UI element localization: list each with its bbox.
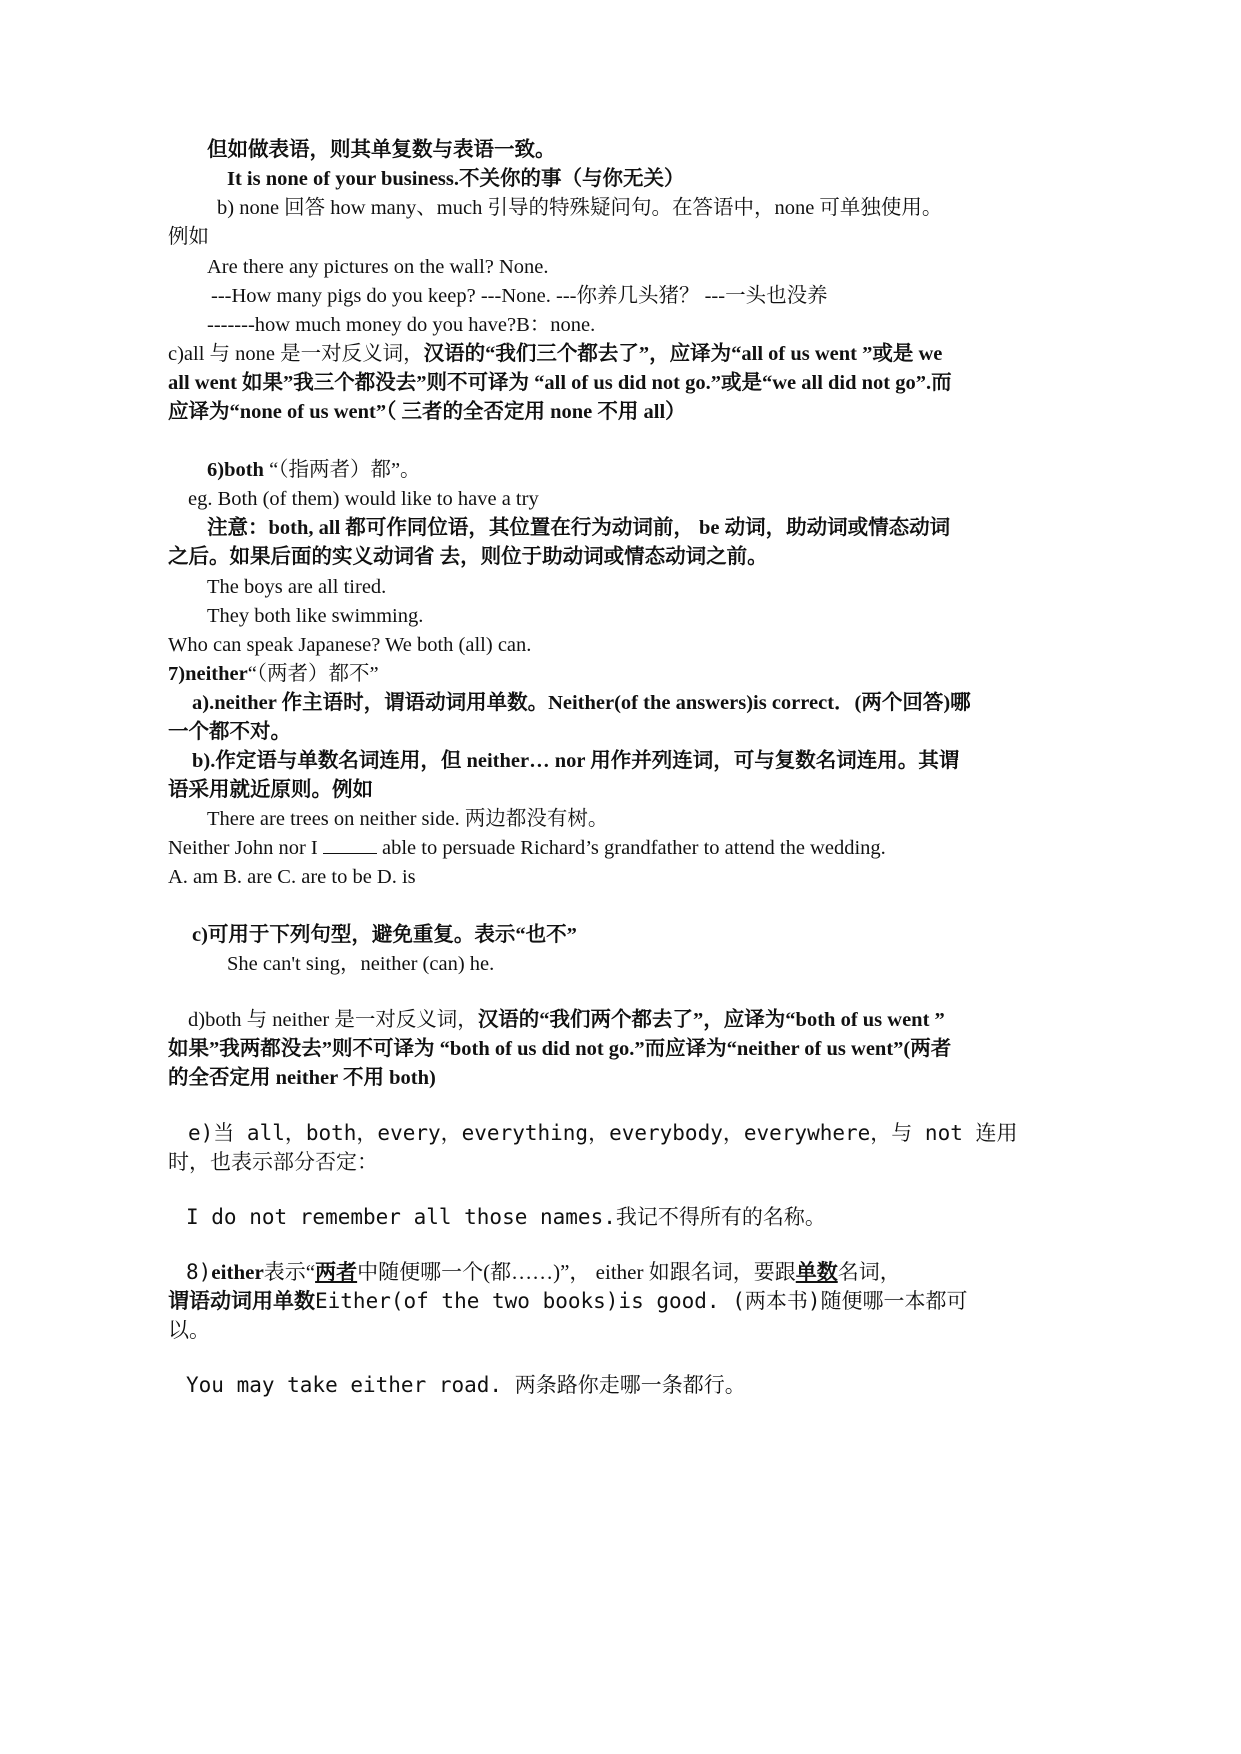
text-line: Are there any pictures on the wall? None. (207, 256, 549, 278)
text-segment: 汉语的“我们三个都去了”，应译为“all of us went ”或是 we (423, 343, 943, 365)
text-line (188, 1006, 945, 1034)
text-line: e)当 all，both，every，everything，everybody，everywhere，与 not 连用 (188, 1121, 1018, 1145)
text-line: There are trees on neither side. 两边都没有树。 (207, 808, 609, 830)
text-segment: 8) (186, 1260, 212, 1284)
text-line: 一个都不对。 (168, 721, 291, 743)
text-segment: able to persuade Richard’s grandfather to attend the wedding. (381, 837, 886, 859)
text-segment: 表示“ (263, 1260, 316, 1284)
text-line: b) none 回答 how many、much 引导的特殊疑问句。在答语中，none 可单独使用。 (217, 197, 943, 219)
text-line: 的全否定用 neither 不用 both) (168, 1067, 436, 1089)
text-line: 语采用就近原则。例如 (168, 779, 373, 801)
text-line: 应译为“none of us went”（ 三者的全否定用 none 不用 all） (168, 401, 686, 423)
section-heading-neither (168, 660, 379, 688)
text-line: ---How many pigs do you keep? ---None. ---你养几头猪？ ---一头也没养 (211, 285, 828, 307)
text-segment: 中随便哪一个(都……)”， either 如跟名词，要跟 (357, 1260, 796, 1284)
text-line: 如果”我两都没去”则不可译为 “both of us did not go.”而应译为“neither of us went”(两者 (168, 1038, 952, 1060)
text-line: 之后。如果后面的实义动词省 去，则位于助动词或情态动词之前。 (168, 546, 768, 568)
text-line: She can't sing，neither (can) he. (227, 953, 495, 975)
text-segment: 6)both (207, 459, 264, 481)
text-line: 时，也表示部分否定： (168, 1150, 378, 1174)
text-line: They both like swimming. (207, 605, 424, 627)
text-segment: 7)neither (168, 663, 248, 685)
text-segment: c)all 与 none 是一对反义词， (168, 343, 424, 365)
text-segment: d)both 与 neither 是一对反义词， (188, 1009, 478, 1031)
text-line: -------how much money do you have?B：none. (207, 314, 596, 336)
text-line: 以。 (168, 1318, 210, 1342)
text-line: b).作定语与单数名词连用，但 neither… nor 用作并列连词，可与复数名词连用。其谓 (192, 750, 960, 772)
text-line (168, 340, 942, 368)
text-line: You may take either road. 两条路你走哪一条都行。 (186, 1373, 746, 1397)
text-segment: Either(of the two books)is good. (两本书)随便哪一本都可 (315, 1289, 968, 1313)
text-line: 注意：both, all 都可作同位语，其位置在行为动词前， be 动词，助动词或情态动词 (207, 517, 951, 539)
text-line: The boys are all tired. (207, 576, 387, 598)
text-line: I do not remember all those names.我记不得所有的名称。 (186, 1205, 826, 1229)
text-line: 但如做表语，则其单复数与表语一致。 (207, 139, 556, 161)
text-line: eg. Both (of them) would like to have a try (188, 488, 539, 510)
text-line: It is none of your business.不关你的事（与你无关） (227, 168, 685, 190)
text-segment: 两者 (315, 1260, 358, 1284)
text-segment: 谓语动词用单数 (168, 1289, 315, 1313)
text-segment: either (211, 1260, 264, 1284)
text-line: Who can speak Japanese? We both (all) can. (168, 634, 532, 656)
answer-options: A. am B. are C. are to be D. is (168, 866, 416, 888)
text-segment: “（指两者）都”。 (263, 459, 421, 481)
section-heading-both (207, 456, 421, 484)
answer-blank (323, 835, 377, 854)
text-line: a).neither 作主语时，谓语动词用单数。Neither(of the answers)is correct．(两个回答)哪 (192, 692, 971, 714)
exercise-question (168, 834, 886, 862)
text-line: c)可用于下列句型，避免重复。表示“也不” (192, 924, 577, 946)
section-heading-either (186, 1258, 901, 1286)
text-segment: 单数 (795, 1260, 838, 1284)
text-segment: 汉语的“我们两个都去了”，应译为“both of us went ” (477, 1009, 945, 1031)
text-line: 例如 (168, 226, 209, 248)
text-line (168, 1287, 968, 1315)
text-segment: Neither John nor I (168, 837, 318, 859)
text-segment: “（两者）都不” (247, 663, 379, 685)
text-line: all went 如果”我三个都没去”则不可译为 “all of us did not go.”或是“we all did not go”.而 (168, 372, 952, 394)
text-segment: 名词， (837, 1260, 901, 1284)
